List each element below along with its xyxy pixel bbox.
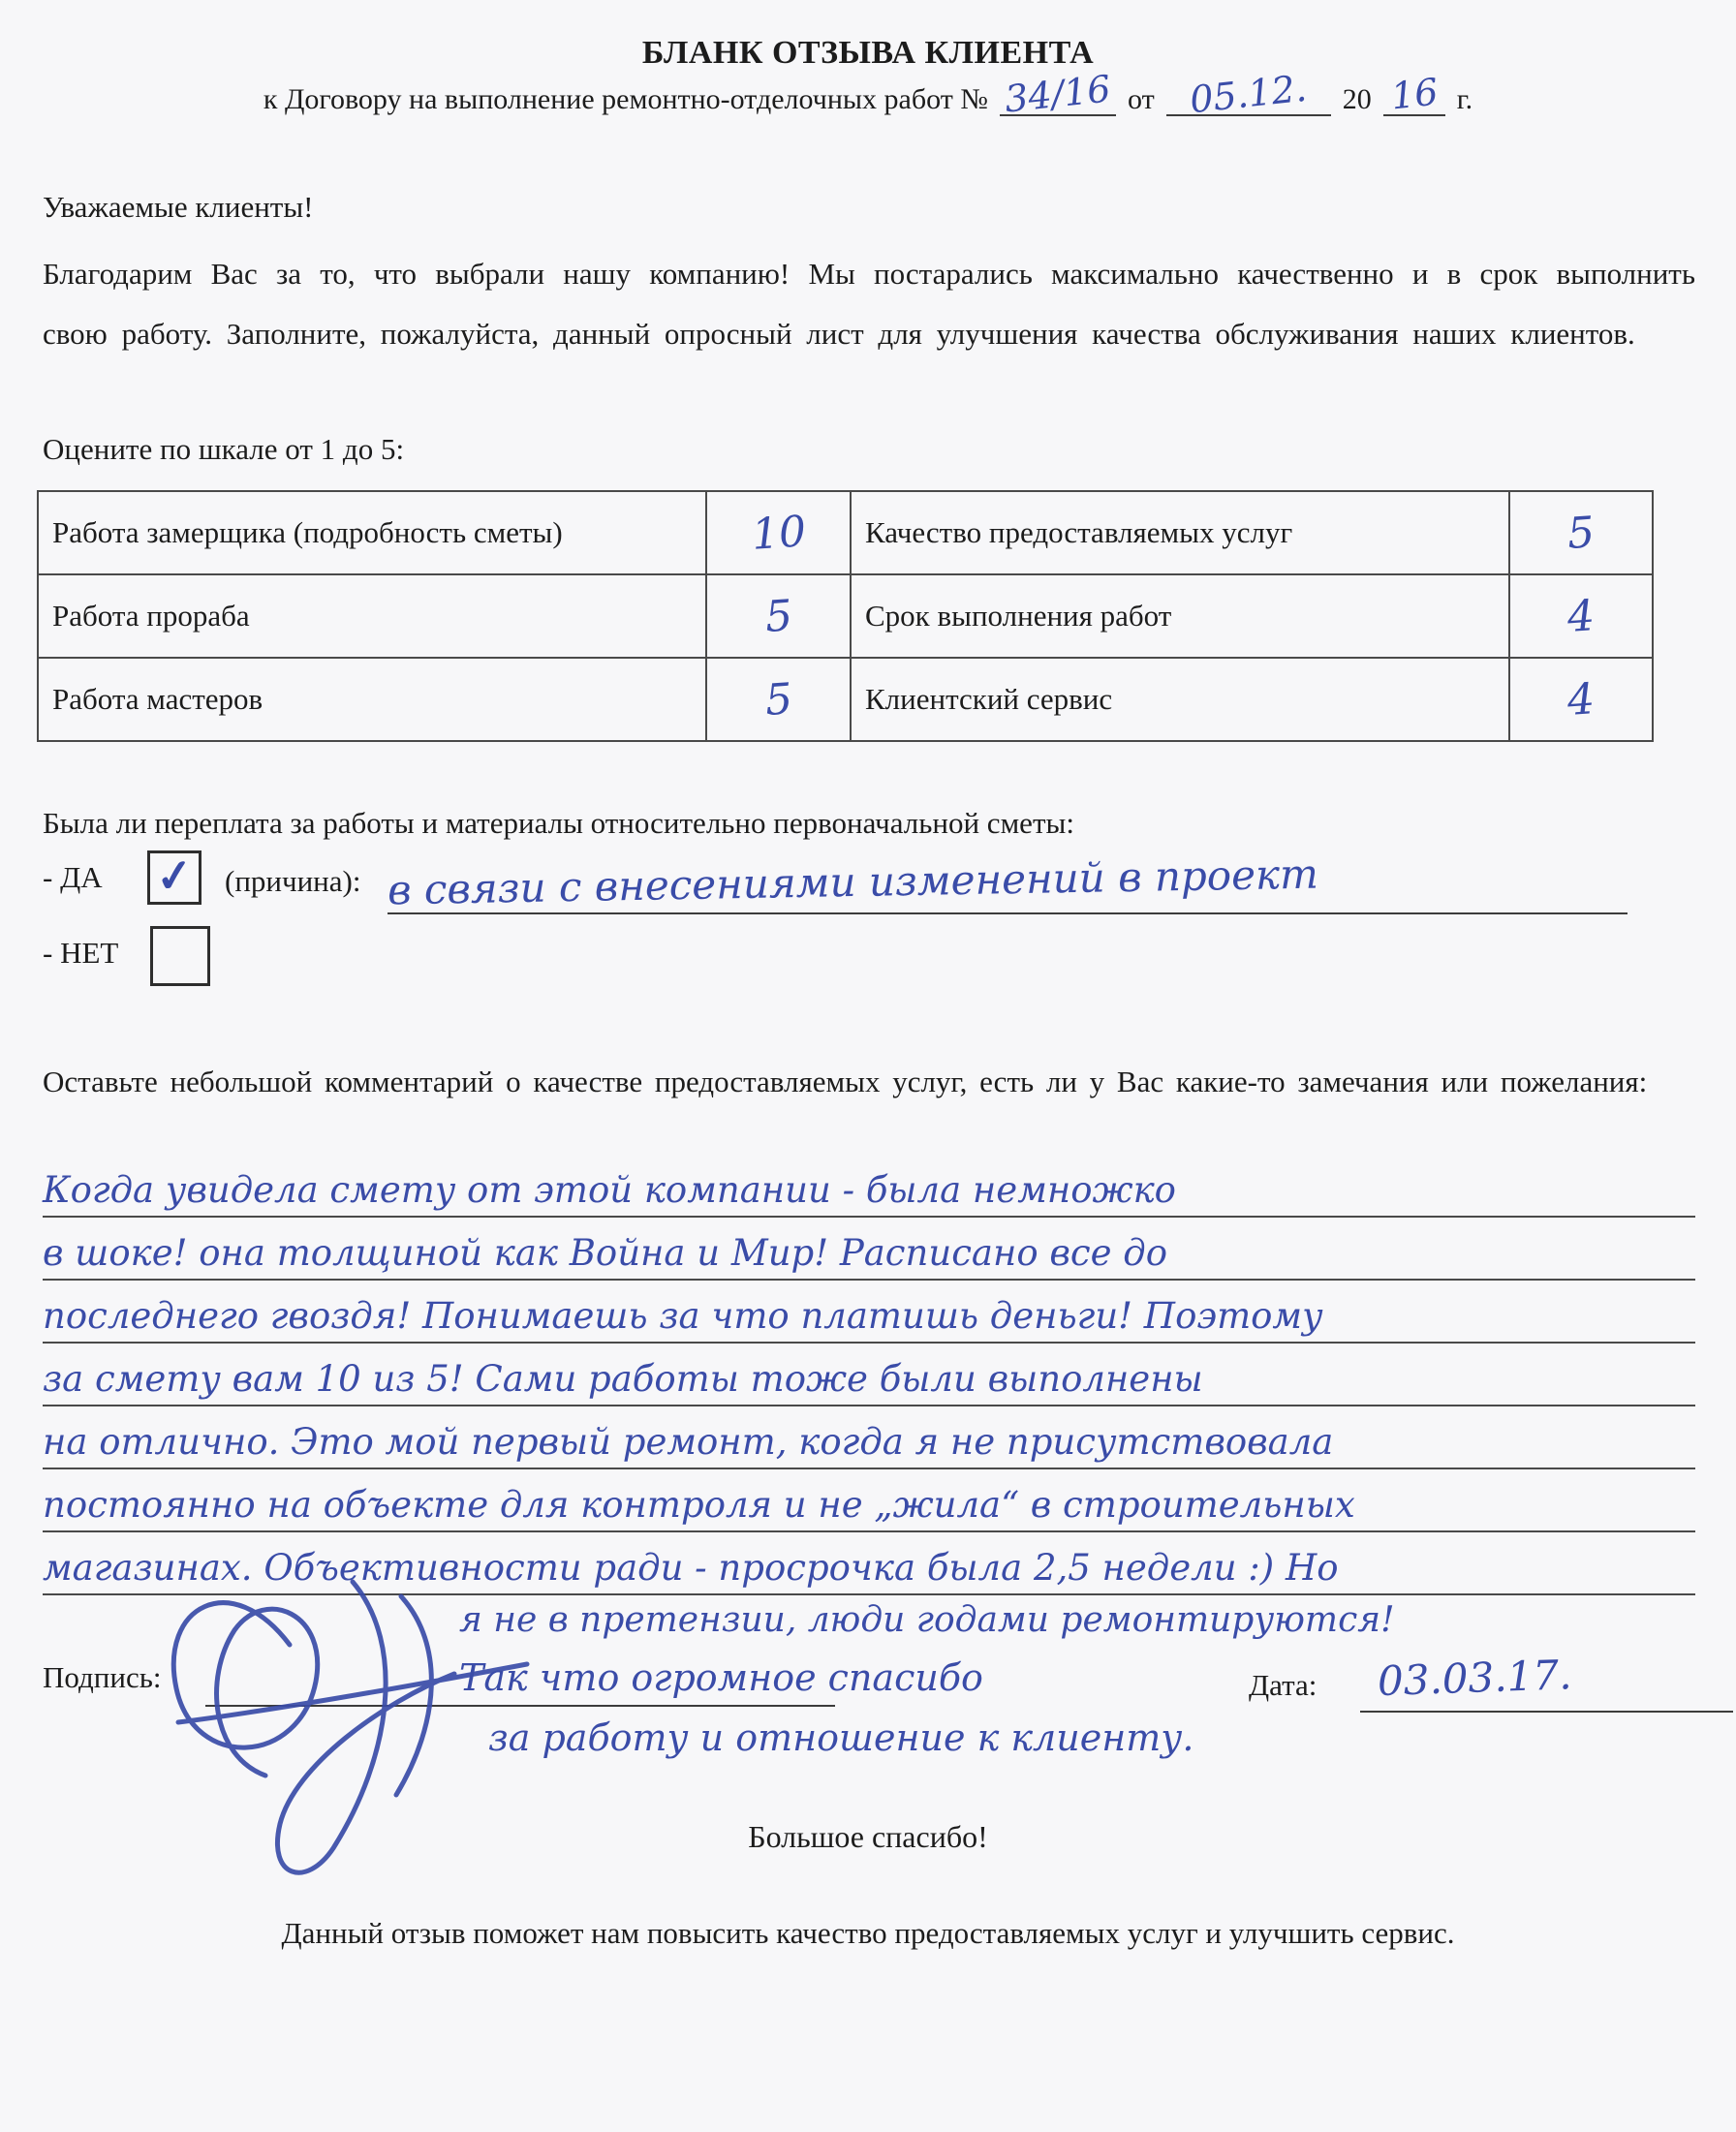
criterion-label: Качество предоставляемых услуг: [851, 491, 1509, 574]
score-cell[interactable]: [1509, 491, 1653, 574]
checkmark-icon: ✓: [153, 850, 196, 903]
reason-label: (причина):: [225, 864, 361, 898]
contract-number-field[interactable]: [1000, 67, 1116, 121]
date-field[interactable]: [1360, 1647, 1733, 1713]
contract-date-field[interactable]: [1166, 66, 1331, 122]
yes-option-row: [43, 860, 103, 895]
scale-prompt: Оцените по шкале от 1 до 5:: [43, 432, 405, 466]
comment-line[interactable]: магазинах. Объективности ради - просрочка была 2,5 недели :) Но: [43, 1539, 1695, 1595]
reason-value: в связи с внесениями изменений в проект: [387, 850, 1319, 914]
comment-prompt: Оставьте небольшой комментарий о качестве предоставляемых услуг, есть ли у Вас какие-то замечания или пожелания:: [43, 1065, 1648, 1098]
comment-line[interactable]: за смету вам 10 из 5! Сами работы тоже были выполнены: [43, 1350, 1695, 1406]
contract-year-field[interactable]: [1383, 70, 1445, 118]
ratings-table: [37, 490, 1654, 742]
comment-line[interactable]: в шоке! она толщиной как Война и Мир! Расписано все до: [43, 1224, 1695, 1281]
signature-label: Подпись:: [43, 1660, 162, 1694]
comment-line[interactable]: на отлично. Это мой первый ремонт, когда я не присутствовала: [43, 1413, 1695, 1469]
inserted-comment: за работу и отношение к клиенту.: [488, 1716, 1194, 1759]
score-cell[interactable]: [706, 658, 851, 741]
criterion-label: Работа мастеров: [38, 658, 706, 741]
score-value: 5: [762, 673, 794, 726]
criterion-label: Работа замерщика (подробность сметы): [38, 491, 706, 574]
score-value: 5: [762, 590, 794, 642]
table-row: [38, 658, 1653, 741]
year-suffix: г.: [1456, 83, 1473, 115]
closing-note: Данный отзыв поможет нам повысить качество предоставляемых услуг и улучшить сервис.: [281, 1916, 1455, 1950]
signature-scribble: [120, 1529, 546, 1916]
no-label: - НЕТ: [43, 936, 119, 970]
contract-year-value: 16: [1388, 70, 1441, 118]
comment-line[interactable]: постоянно на объекте для контроля и не „жила“ в строительных: [43, 1476, 1695, 1532]
score-value: 4: [1566, 590, 1596, 642]
comment-line[interactable]: Когда увидела смету от этой компании - была немножко: [43, 1161, 1695, 1218]
score-cell[interactable]: [706, 574, 851, 658]
subtitle-prefix: к Договору на выполнение ремонтно-отделочных работ №: [263, 83, 988, 115]
yes-label: - ДА: [43, 860, 103, 894]
date-value: 03.03.17.: [1377, 1651, 1573, 1706]
date-label: Дата:: [1249, 1668, 1318, 1702]
criterion-label: Срок выполнения работ: [851, 574, 1509, 658]
score-cell[interactable]: [1509, 658, 1653, 741]
reason-field[interactable]: [388, 852, 1628, 914]
score-cell[interactable]: [1509, 574, 1653, 658]
page-title: БЛАНК ОТЗЫВА КЛИЕНТА: [641, 35, 1095, 71]
inserted-comment: Так что огромное спасибо: [459, 1656, 983, 1699]
score-value: 10: [749, 506, 808, 560]
score-value: 5: [1566, 507, 1596, 559]
signature-zone: [43, 1596, 1695, 1800]
yes-checkbox[interactable]: [147, 850, 202, 905]
contract-number-value: 34/16: [1003, 67, 1113, 121]
overpayment-question: Была ли переплата за работы и материалы относительно первоначальной сметы:: [43, 806, 1074, 840]
big-thanks: Большое спасибо!: [748, 1819, 988, 1854]
from-label: от: [1127, 83, 1155, 115]
no-option-row: [43, 936, 118, 971]
century-label: 20: [1342, 83, 1372, 115]
inserted-comment: я не в претензии, люди годами ремонтируются!: [459, 1600, 1395, 1640]
intro-paragraph: Благодарим Вас за то, что выбрали нашу компанию! Мы постарались максимально качественно и в срок выполнить свою работу. Заполните, пожалуйста, данный опросный лист для улучшения качества обслуживания наших клиентов.: [43, 257, 1695, 351]
comment-line[interactable]: последнего гвоздя! Понимаешь за что платишь деньги! Поэтому: [43, 1287, 1695, 1344]
greeting: Уважаемые клиенты!: [43, 190, 314, 224]
table-row: [38, 574, 1653, 658]
contract-date-value: 05.12.: [1188, 66, 1310, 122]
table-row: [38, 491, 1653, 574]
score-cell[interactable]: [706, 491, 851, 574]
no-checkbox[interactable]: [150, 926, 210, 986]
criterion-label: Работа прораба: [38, 574, 706, 658]
score-value: 4: [1566, 673, 1596, 726]
contract-subtitle: [0, 66, 1736, 122]
criterion-label: Клиентский сервис: [851, 658, 1509, 741]
